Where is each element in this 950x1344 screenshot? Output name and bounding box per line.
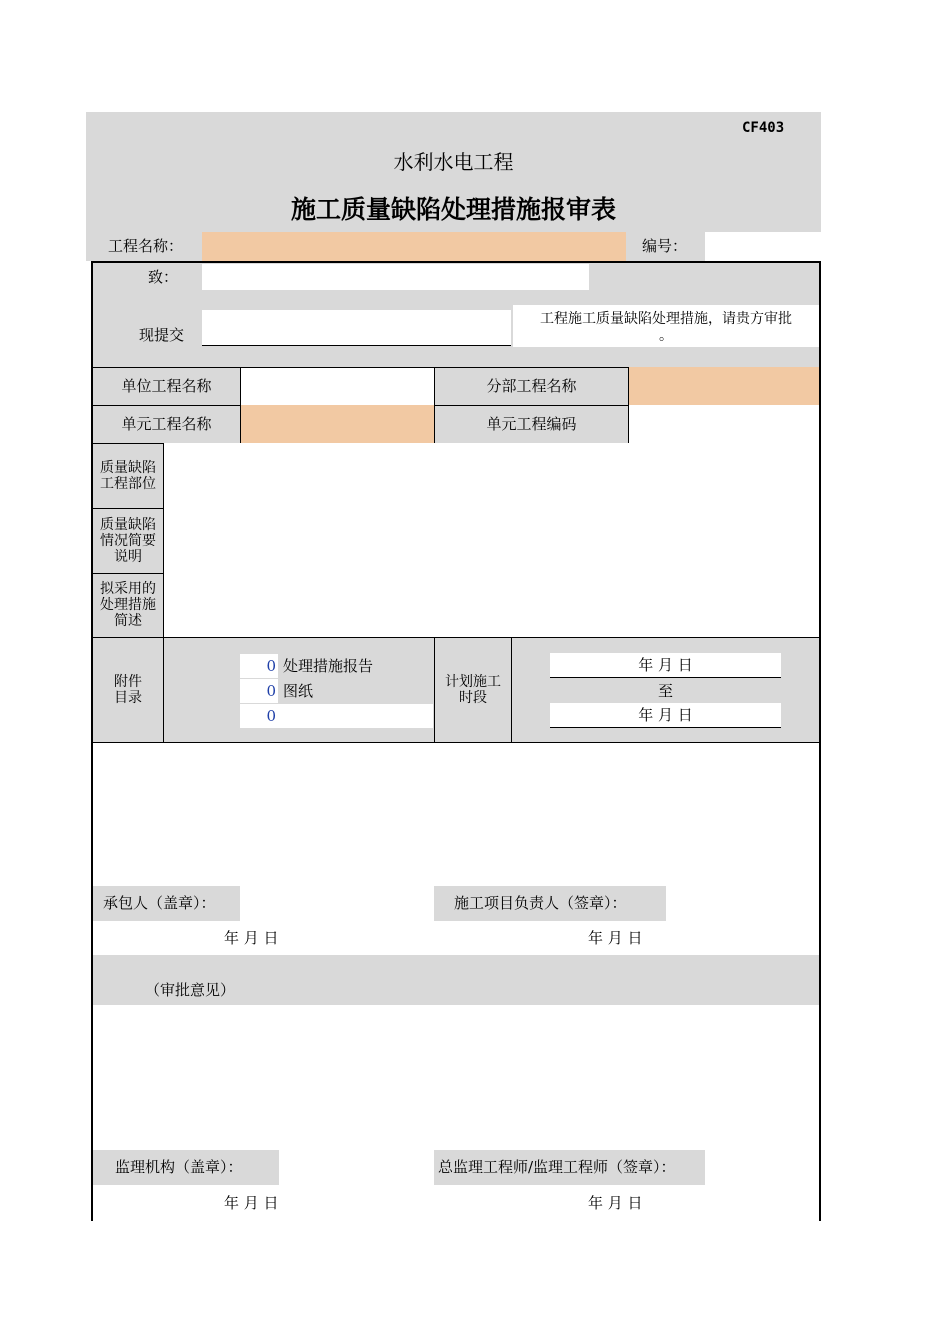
- contractor-label: 承包人（盖章）：: [93, 886, 240, 921]
- project-name-label: 工程名称：: [108, 237, 184, 255]
- submit-label: 现提交: [139, 325, 185, 344]
- supervisor-date[interactable]: 年 月 日: [224, 1194, 279, 1212]
- sub-project-label: 分部工程名称: [434, 367, 628, 405]
- defect-location-field[interactable]: [163, 443, 819, 508]
- element-project-label: 单元工程名称: [121, 414, 212, 433]
- attachment-1-name: 处理措施报告: [283, 656, 374, 675]
- submit-field[interactable]: [202, 310, 511, 346]
- contractor-date[interactable]: 年 月 日: [224, 929, 279, 947]
- chief-engineer-label: 总监理工程师/监理工程师（签章）：: [434, 1150, 705, 1185]
- sub-project-field[interactable]: [628, 367, 819, 405]
- defect-desc-field[interactable]: [163, 508, 819, 573]
- schedule-label: 计划施工 时段: [434, 637, 511, 742]
- attachment-2-name: 图纸: [283, 681, 314, 700]
- contractor-area: [93, 743, 819, 955]
- approval-area[interactable]: [93, 1005, 819, 1221]
- schedule-end[interactable]: 年 月 日: [550, 703, 781, 728]
- element-code-field[interactable]: [628, 405, 819, 443]
- form-title: 施工质量缺陷处理措施报审表: [290, 194, 616, 224]
- attachments-label: 附件 目录: [114, 673, 142, 706]
- chief-engineer-date[interactable]: 年 月 日: [588, 1194, 643, 1212]
- approval-opinion-label: （审批意见）: [145, 981, 236, 999]
- number-label: 编号：: [642, 237, 688, 255]
- element-code-label: 单元工程编码: [434, 405, 628, 443]
- number-field[interactable]: [705, 232, 821, 261]
- supervisor-org-label: 监理机构（盖章）：: [93, 1150, 279, 1185]
- schedule-start[interactable]: 年 月 日: [550, 653, 781, 678]
- attachment-3-count[interactable]: 0: [240, 704, 278, 728]
- manager-date[interactable]: 年 月 日: [588, 929, 643, 947]
- defect-location-label: 质量缺陷 工程部位: [100, 459, 156, 492]
- manager-label: 施工项目负责人（签章）：: [434, 886, 666, 921]
- attachment-2-count[interactable]: 0: [240, 679, 278, 703]
- unit-project-field[interactable]: [240, 367, 434, 405]
- project-name-field[interactable]: [202, 232, 626, 261]
- form-code: CF403: [742, 120, 785, 136]
- submit-suffix-period: 。: [659, 328, 673, 344]
- measures-label: 拟采用的 处理措施 简述: [100, 581, 156, 629]
- to-label: 致：: [148, 267, 179, 286]
- element-project-field[interactable]: [240, 405, 434, 443]
- attachment-3-name[interactable]: [278, 704, 433, 728]
- defect-desc-label: 质量缺陷 情况简要 说明: [100, 516, 156, 565]
- submit-suffix-text: 工程施工质量缺陷处理措施，请贵方审批: [540, 311, 792, 327]
- schedule-to: 至: [657, 681, 673, 700]
- to-field[interactable]: [202, 264, 589, 290]
- unit-project-label: 单位工程名称: [121, 376, 212, 395]
- measures-field[interactable]: [163, 573, 819, 637]
- attachment-1-count[interactable]: 0: [240, 654, 278, 678]
- form-subtitle: 水利水电工程: [393, 150, 514, 174]
